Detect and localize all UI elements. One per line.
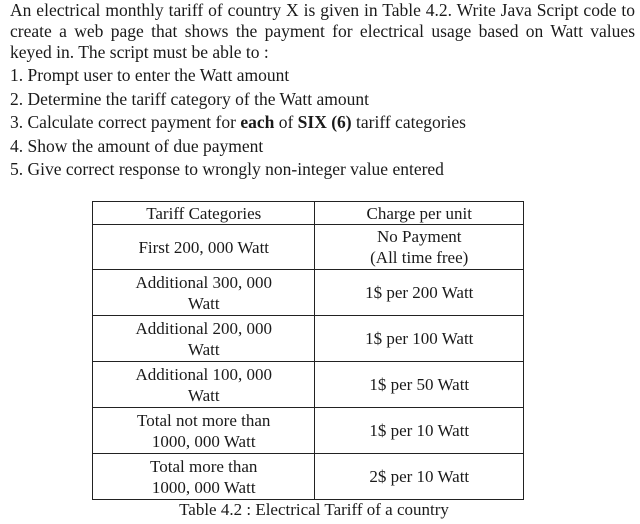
table-header-row: [93, 202, 524, 225]
table-row: [93, 362, 524, 408]
requirements-list: [10, 64, 466, 182]
category-text: Total not more than: [137, 410, 271, 430]
header-tariff-categories: Tariff Categories: [93, 202, 315, 225]
category-text: 1000, 000 Watt: [151, 431, 256, 451]
charge-text: 1$ per 100 Watt: [365, 329, 474, 348]
charge-text: 1$ per 10 Watt: [369, 421, 470, 440]
table-row: [93, 408, 524, 454]
category-text: Additional 100, 000: [135, 364, 272, 384]
charge-text: 2$ per 10 Watt: [369, 467, 470, 486]
charge-text: No Payment: [376, 227, 462, 246]
charge-text: 1$ per 50 Watt: [369, 375, 470, 394]
category-text: 1000, 000 Watt: [151, 477, 256, 497]
charge-cell: [315, 270, 524, 316]
header-charge-per-unit: Charge per unit: [315, 202, 524, 225]
table-row: [93, 316, 524, 362]
requirement-text: 3. Calculate correct payment for: [10, 112, 241, 132]
table-caption: Table 4.2 : Electrical Tariff of a country: [179, 500, 449, 519]
category-text: Additional 200, 000: [135, 318, 272, 338]
requirement-item: 5. Give correct response to wrongly non-integer value entered: [10, 159, 444, 179]
charge-cell: [315, 408, 524, 454]
charge-cell: [315, 316, 524, 362]
requirement-text: tariff categories: [351, 112, 466, 132]
table-row: [93, 270, 524, 316]
category-text: Watt: [187, 293, 220, 313]
category-text: Additional 300, 000: [135, 272, 272, 292]
question-intro: An electrical monthly tariff of country X is given in Table 4.2. Write Java Script code to create a web page that shows the payment for electrical usage based on Watt values keyed in. The script must be able to :: [10, 0, 635, 62]
requirement-item: 2. Determine the tariff category of the Watt amount: [10, 88, 369, 109]
category-cell: [93, 225, 315, 270]
category-text: Watt: [187, 339, 220, 359]
charge-cell: [315, 362, 524, 408]
charge-text: (All time free): [370, 248, 469, 267]
requirement-bold-text: SIX (6): [297, 112, 352, 132]
table-row: [93, 454, 524, 500]
category-text: Total more than: [150, 456, 258, 476]
category-text: First 200, 000 Watt: [138, 237, 270, 257]
category-text: Watt: [187, 385, 220, 405]
category-cell: [93, 408, 315, 454]
category-cell: [93, 316, 315, 362]
requirement-item: [10, 111, 466, 135]
tariff-table: [92, 201, 524, 500]
category-cell: [93, 270, 315, 316]
category-cell: [93, 454, 315, 500]
requirement-item: 4. Show the amount of due payment: [10, 135, 264, 156]
requirement-item: 1. Prompt user to enter the Watt amount: [10, 65, 290, 85]
charge-text: 1$ per 200 Watt: [365, 283, 474, 302]
requirement-bold-text: each: [240, 112, 275, 132]
requirement-text: of: [274, 112, 298, 132]
table-row: [93, 225, 524, 270]
category-cell: [93, 362, 315, 408]
charge-cell: [315, 454, 524, 500]
charge-cell: [315, 225, 524, 270]
